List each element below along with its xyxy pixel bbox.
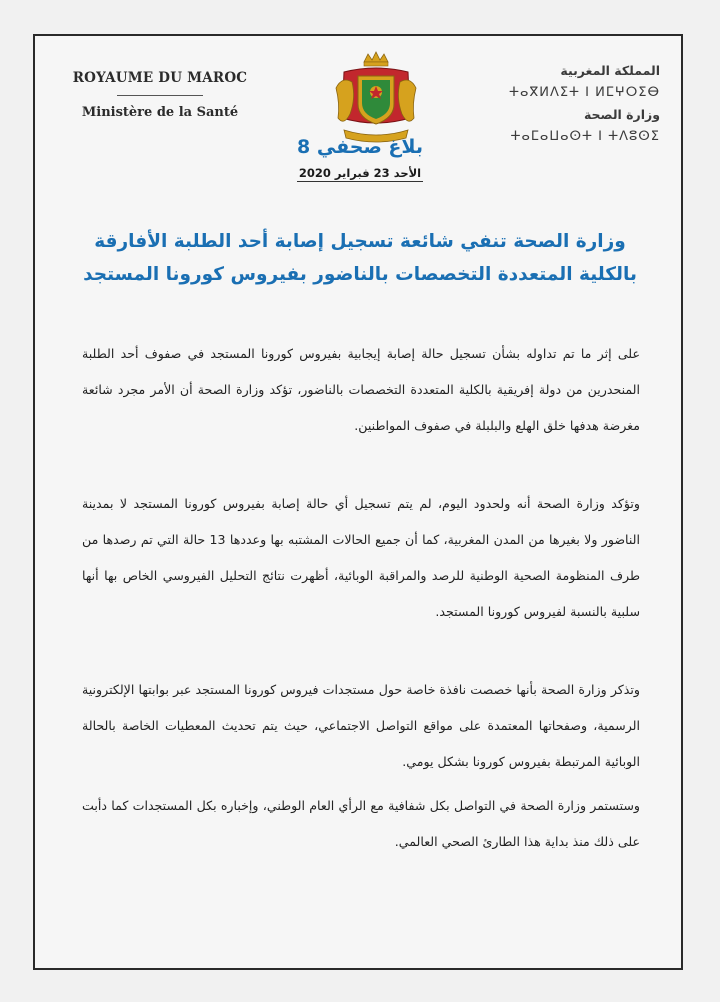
kingdom-name-french: ROYAUME DU MAROC bbox=[72, 70, 248, 86]
communique-title: بلاغ صحفي 8 bbox=[297, 136, 423, 158]
headline-line-2: بالكلية المتعددة التخصصات بالناضور بفيروس كورونا المستجد bbox=[83, 264, 637, 285]
ministry-name-tifinagh: ⵜⴰⵎⴰⵡⴰⵙⵜ ⵏ ⵜⴷⵓⵙⵉ bbox=[510, 129, 660, 144]
headline-line-1: وزارة الصحة تنفي شائعة تسجيل إصابة أحد الطلبة الأفارقة bbox=[94, 231, 626, 252]
paragraph-2: وتؤكد وزارة الصحة أنه ولحدود اليوم، لم يتم تسجيل أي حالة إصابة بفيروس كورونا المستجد لا بمدينة الناضور ولا بغيرها من المدن المغربية، كما أن جميع الحالات المشتبه بها وعددها 13 حالة التي تم رصدها من طرف المنظومة الصحية الوطنية للرصد والمراقبة الوبائية، أظهرت نتائج التحليل الفيروسي الخاص بها أنها سلبية بالنسبة لفيروس كورونا المستجد. bbox=[82, 496, 640, 619]
paragraph-4: وستستمر وزارة الصحة في التواصل بكل شفافية مع الرأي العام الوطني، وإخباره بكل المستجدات كما دأبت على ذلك منذ بداية هذا الطارئ الصحي العالمي. bbox=[82, 798, 640, 849]
kingdom-name-arabic: المملكة المغربية bbox=[560, 63, 660, 78]
communique-date bbox=[230, 166, 490, 180]
paragraph-3: وتذكر وزارة الصحة بأنها خصصت نافذة خاصة حول مستجدات فيروس كورونا المستجد عبر بوابتها الإلكترونية الرسمية، وصفحاتها المعتمدة على مواقع التواصل الاجتماعي، حيث يتم تحديث المعطيات الخاصة بالحالة الوبائية المرتبطة بفيروس كورونا بشكل يومي. bbox=[82, 682, 640, 769]
ministry-name-french: Ministère de la Santé bbox=[81, 105, 239, 120]
communique-date-text: الأحد 23 فبراير 2020 bbox=[298, 166, 422, 180]
paragraph-1: على إثر ما تم تداوله بشأن تسجيل حالة إصابة إيجابية بفيروس كورونا المستجد في صفوف أحد الطلبة المنحدرين من دولة إفريقية بالكلية المتعددة التخصصات بالناضور، تؤكد وزارة الصحة أن الأمر مجرد شائعة مغرضة هدفها خلق الهلع والبلبلة في صفوف المواطنين. bbox=[82, 346, 640, 433]
moroccan-coat-of-arms-icon bbox=[326, 48, 426, 148]
kingdom-name-tifinagh: ⵜⴰⴳⵍⴷⵉⵜ ⵏ ⵍⵎⵖⵔⵉⴱ bbox=[508, 85, 660, 100]
document-headline bbox=[60, 225, 660, 291]
header-right bbox=[480, 60, 660, 148]
ministry-name-arabic: وزارة الصحة bbox=[583, 107, 660, 122]
header-divider bbox=[117, 95, 203, 96]
header-left bbox=[60, 70, 260, 120]
